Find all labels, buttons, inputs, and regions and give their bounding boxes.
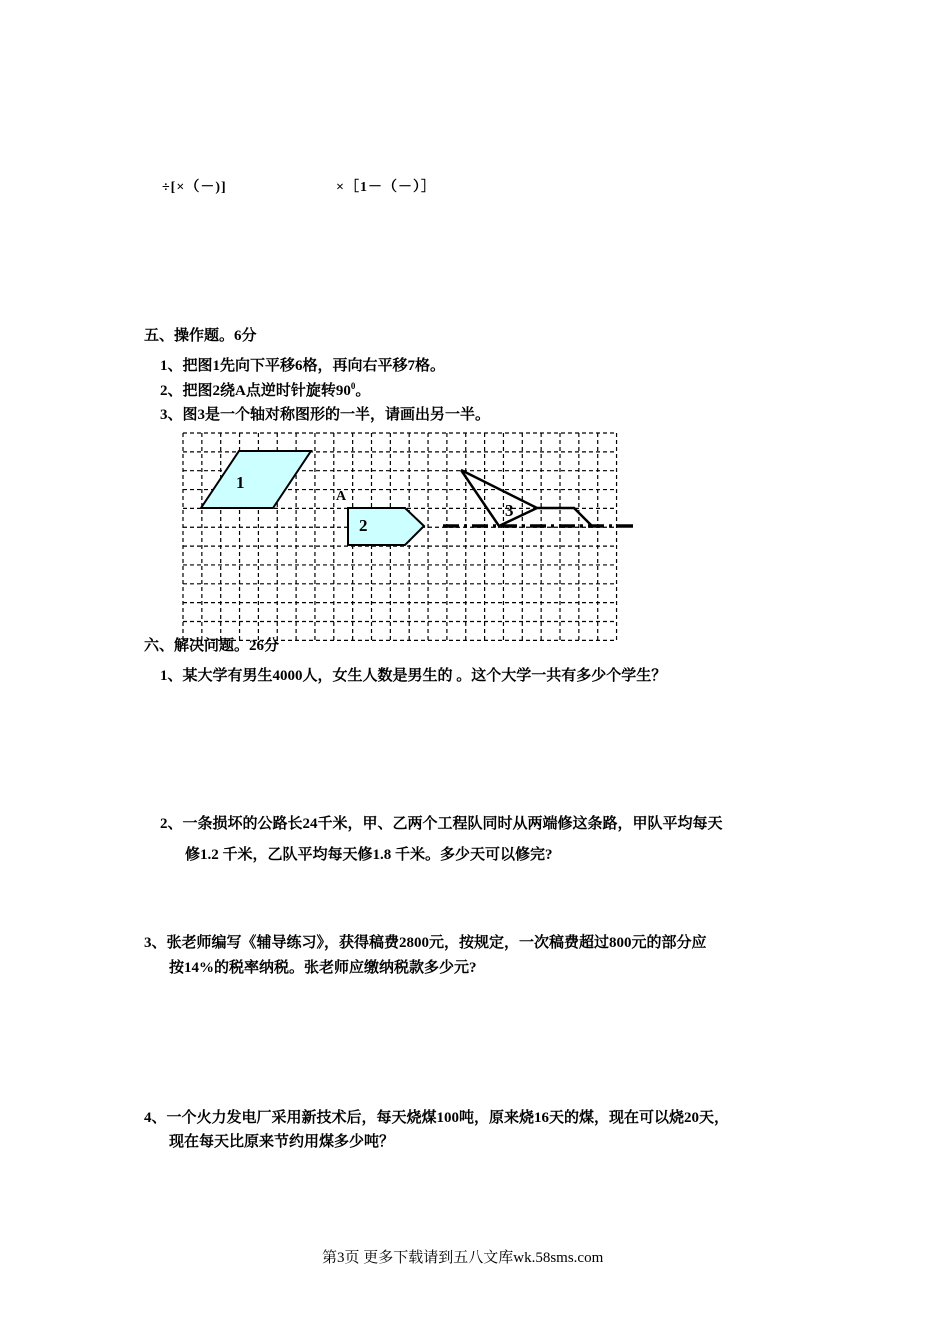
figure-3-label: 3 bbox=[505, 501, 514, 520]
figure-2-label: 2 bbox=[359, 516, 368, 535]
section6-heading: 六、解决问题。26分 bbox=[144, 638, 280, 654]
calc-expression-a: ÷[×（－)] bbox=[162, 180, 227, 195]
figure-3-half-shape bbox=[461, 470, 592, 526]
section6-question-4-line-2: 现在每天比原来节约用煤多少吨？ bbox=[169, 1134, 395, 1150]
section6-question-3-line-1: 3、张老师编写《辅导练习》，获得稿费2800元，按规定，一次稿费超过800元的部分应 bbox=[144, 935, 707, 951]
section6-question-2-line-2: 修1.2 千米，乙队平均每天修1.8 千米。多少天可以修完? bbox=[185, 847, 553, 863]
section6-question-3-line-2: 按14%的税率纳税。张老师应缴纳税款多少元? bbox=[169, 960, 477, 976]
section5-question-3: 3、图3是一个轴对称图形的一半，请画出另一半。 bbox=[160, 407, 491, 423]
section5-heading: 五、操作题。6分 bbox=[144, 328, 257, 344]
calc-expression-b: ×［1－（－）］ bbox=[336, 180, 436, 195]
section5-question-2: 2、把图2绕A点逆时针旋转$90^0$。 bbox=[160, 381, 371, 399]
figure-1-parallelogram bbox=[201, 451, 311, 508]
section6-question-2-line-1: 2、一条损坏的公路长24千米，甲、乙两个工程队同时从两端修这条路，甲队平均每天 bbox=[160, 816, 723, 832]
page-footer: 第3页 更多下载请到五八文库wk.58sms.com bbox=[322, 1250, 604, 1266]
section5-question-1: 1、把图1先向下平移6格，再向右平移7格。 bbox=[160, 358, 446, 374]
section6-question-4-line-1: 4、一个火力发电厂采用新技术后，每天烧煤100吨，原来烧16天的煤，现在可以烧20天， bbox=[144, 1110, 730, 1126]
section6-question-1: 1、某大学有男生4000人，女生人数是男生的 。这个大学一共有多少个学生？ bbox=[160, 668, 667, 684]
point-a-label: A bbox=[336, 489, 347, 504]
figure-1-label: 1 bbox=[236, 473, 245, 492]
